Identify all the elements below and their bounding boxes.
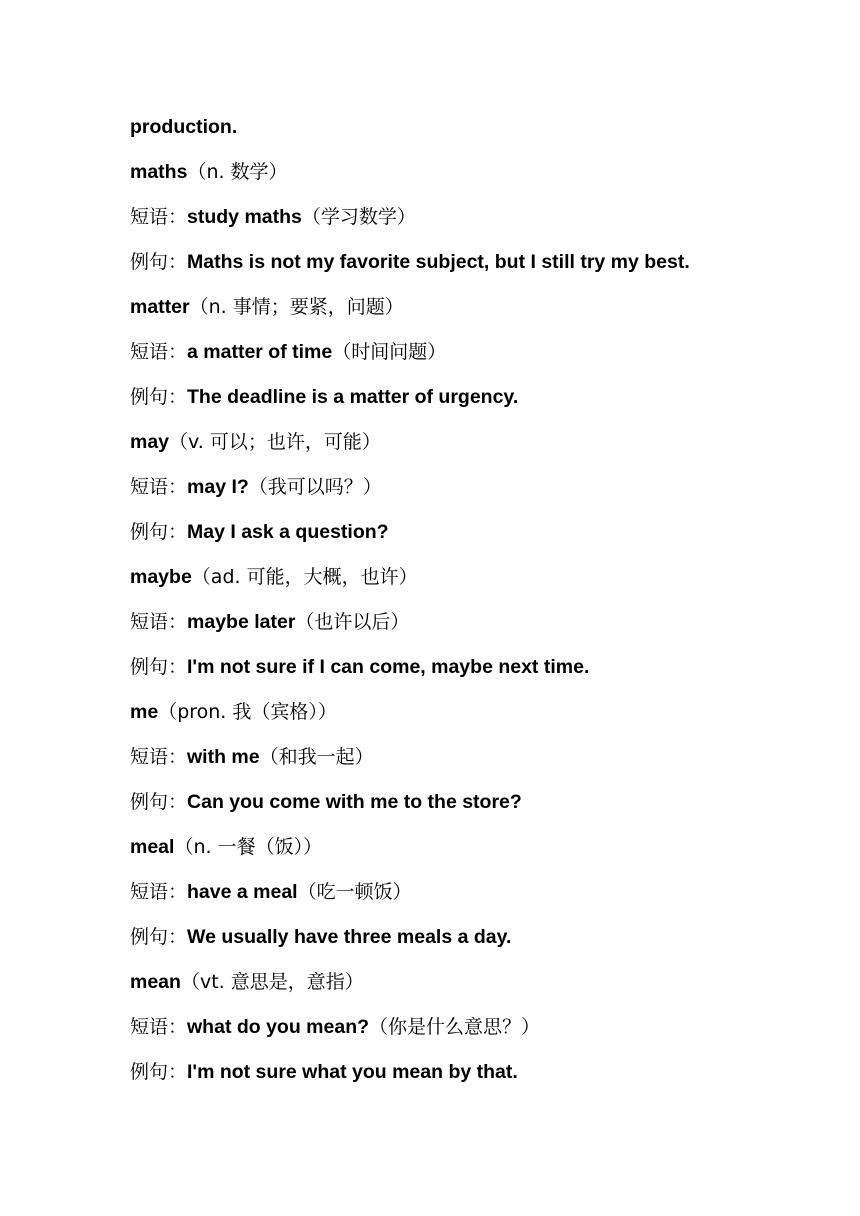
phrase-english: with me bbox=[187, 746, 260, 768]
phrase-english: maybe later bbox=[187, 611, 296, 633]
example-sentence: I'm not sure if I can come, maybe next time. bbox=[187, 656, 590, 678]
headword-may bbox=[130, 427, 830, 472]
phrase-prefix: 短语： bbox=[130, 341, 188, 363]
headword-me bbox=[130, 697, 830, 742]
phrase-line bbox=[130, 607, 830, 652]
continuation-text: production. bbox=[130, 116, 238, 138]
example-prefix: 例句： bbox=[130, 926, 188, 948]
headword-gloss: （v. 可以；也许，可能） bbox=[169, 431, 381, 453]
phrase-line bbox=[130, 337, 830, 382]
phrase-chinese: （我可以吗？） bbox=[248, 476, 382, 498]
headword-gloss: （pron. 我（宾格）） bbox=[158, 701, 337, 723]
phrase-english: have a meal bbox=[187, 881, 298, 903]
phrase-line bbox=[130, 472, 830, 517]
phrase-prefix: 短语： bbox=[130, 206, 188, 228]
phrase-english: study maths bbox=[187, 206, 302, 228]
phrase-prefix: 短语： bbox=[130, 746, 188, 768]
phrase-chinese: （你是什么意思？） bbox=[369, 1016, 541, 1038]
example-prefix: 例句： bbox=[130, 521, 188, 543]
headword-gloss: （n. 事情；要紧，问题） bbox=[189, 296, 404, 318]
example-line bbox=[130, 382, 830, 427]
phrase-line bbox=[130, 1012, 830, 1057]
example-sentence: Can you come with me to the store? bbox=[187, 791, 522, 813]
headword-gloss: （n. 数学） bbox=[187, 161, 288, 183]
example-line bbox=[130, 247, 830, 292]
example-sentence: We usually have three meals a day. bbox=[187, 926, 512, 948]
headword-meal bbox=[130, 832, 830, 877]
example-line bbox=[130, 922, 830, 967]
phrase-english: may I? bbox=[187, 476, 249, 498]
phrase-chinese: （学习数学） bbox=[301, 206, 416, 228]
headword-mean bbox=[130, 967, 830, 1012]
vocabulary-list bbox=[130, 112, 830, 1102]
phrase-english: what do you mean? bbox=[187, 1016, 370, 1038]
phrase-line bbox=[130, 877, 830, 922]
phrase-chinese: （吃一顿饭） bbox=[297, 881, 412, 903]
phrase-english: a matter of time bbox=[187, 341, 333, 363]
headword: mean bbox=[130, 971, 181, 993]
example-prefix: 例句： bbox=[130, 791, 188, 813]
phrase-chinese: （也许以后） bbox=[295, 611, 410, 633]
example-prefix: 例句： bbox=[130, 656, 188, 678]
phrase-prefix: 短语： bbox=[130, 611, 188, 633]
example-sentence: Maths is not my favorite subject, but I still try my best. bbox=[187, 251, 690, 273]
headword: may bbox=[130, 431, 170, 453]
phrase-prefix: 短语： bbox=[130, 476, 188, 498]
continuation-line bbox=[130, 112, 830, 157]
headword-matter bbox=[130, 292, 830, 337]
headword-maybe bbox=[130, 562, 830, 607]
example-sentence: I'm not sure what you mean by that. bbox=[187, 1061, 518, 1083]
headword: meal bbox=[130, 836, 175, 858]
phrase-chinese: （时间问题） bbox=[332, 341, 447, 363]
headword-gloss: （n. 一餐（饭）） bbox=[174, 836, 323, 858]
phrase-prefix: 短语： bbox=[130, 881, 188, 903]
headword: matter bbox=[130, 296, 190, 318]
headword: me bbox=[130, 701, 159, 723]
phrase-prefix: 短语： bbox=[130, 1016, 188, 1038]
example-line bbox=[130, 1057, 830, 1102]
headword-gloss: （ad. 可能，大概，也许） bbox=[191, 566, 418, 588]
headword: maybe bbox=[130, 566, 192, 588]
phrase-line bbox=[130, 202, 830, 247]
headword-maths bbox=[130, 157, 830, 202]
example-line bbox=[130, 787, 830, 832]
example-line bbox=[130, 517, 830, 562]
example-prefix: 例句： bbox=[130, 386, 188, 408]
example-sentence: The deadline is a matter of urgency. bbox=[187, 386, 519, 408]
example-prefix: 例句： bbox=[130, 251, 188, 273]
phrase-line bbox=[130, 742, 830, 787]
example-prefix: 例句： bbox=[130, 1061, 188, 1083]
example-line bbox=[130, 652, 830, 697]
headword: maths bbox=[130, 161, 188, 183]
example-sentence: May I ask a question? bbox=[187, 521, 389, 543]
headword-gloss: （vt. 意思是，意指） bbox=[180, 971, 364, 993]
phrase-chinese: （和我一起） bbox=[259, 746, 374, 768]
